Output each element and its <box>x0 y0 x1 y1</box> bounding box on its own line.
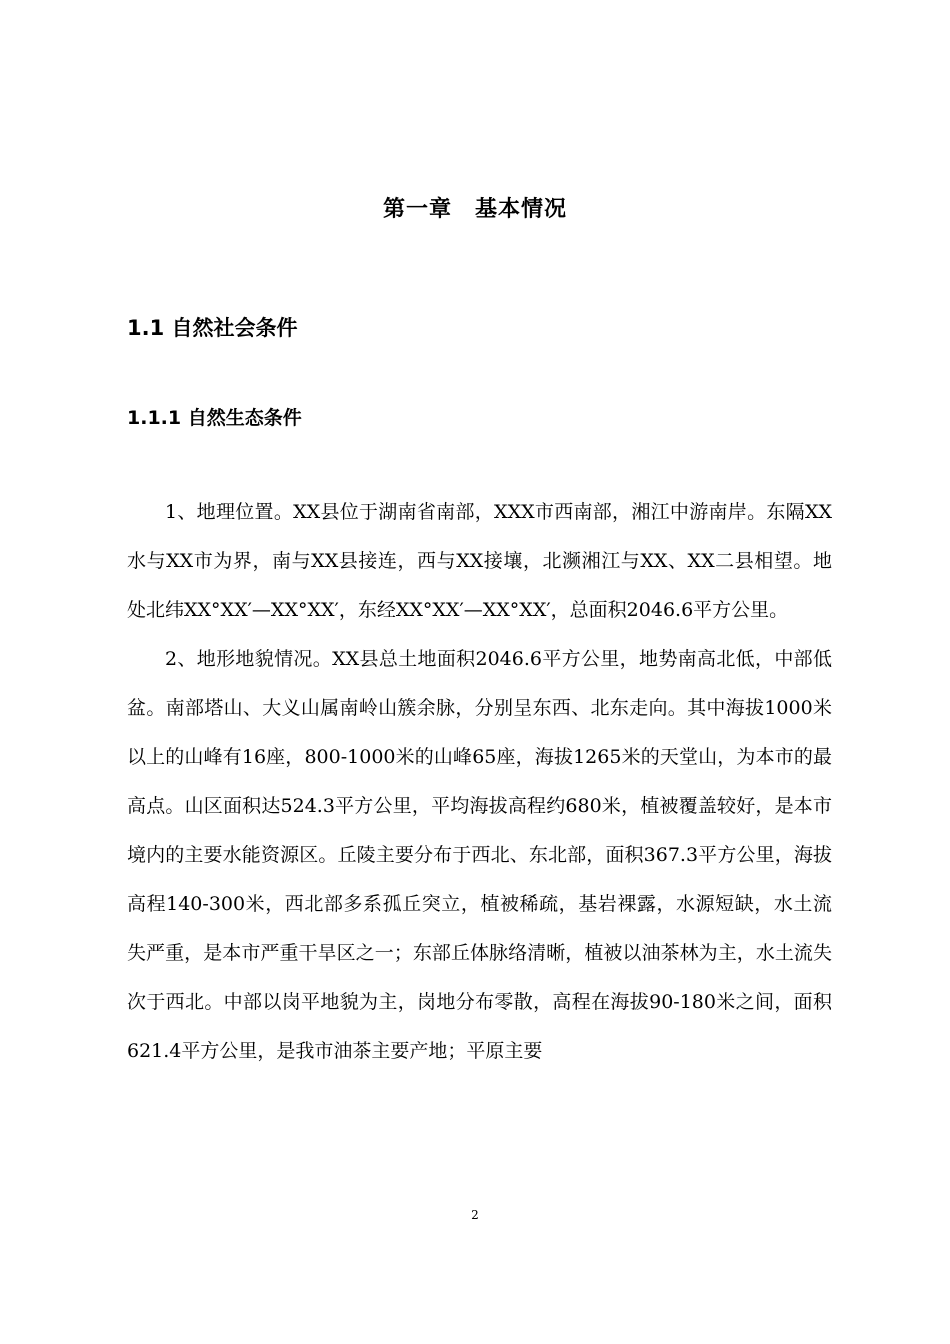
section-title: 1.1 自然社会条件 <box>127 316 298 340</box>
page-number: 2 <box>471 1208 479 1222</box>
body-text <box>127 488 832 1076</box>
paragraph-location: 1、地理位置。XX县位于湖南省南部，XXX市西南部，湘江中游南岸。东隔XX水与XX市为界，南与XX县接连，西与XX接壤，北濒湘江与XX、XX二县相望。地处北纬XX°XX′—XX°XX′，东经XX°XX′—XX°XX′，总面积2046.6平方公里。 <box>127 501 832 621</box>
paragraph-terrain: 2、地形地貌情况。XX县总土地面积2046.6平方公里，地势南高北低，中部低盆。南部塔山、大义山属南岭山簇余脉，分别呈东西、北东走向。其中海拔1000米以上的山峰有16座，800-1000米的山峰65座，海拔1265米的天堂山，为本市的最高点。山区面积达524.3平方公里，平均海拔高程约680米，植被覆盖较好，是本市境内的主要水能资源区。丘陵主要分布于西北、东北部，面积367.3平方公里，海拔高程140-300米，西北部多系孤丘突立，植被稀疏，基岩裸露，水源短缺，水土流失严重，是本市严重干旱区之一；东部丘体脉络清晰，植被以油茶林为主，水土流失次于西北。中部以岗平地貌为主，岗地分布零散，高程在海拔90-180米之间，面积621.4平方公里，是我市油茶主要产地；平原主要 <box>127 648 832 1062</box>
chapter-title: 第一章 基本情况 <box>382 197 567 222</box>
subsection-title: 1.1.1 自然生态条件 <box>127 407 302 429</box>
